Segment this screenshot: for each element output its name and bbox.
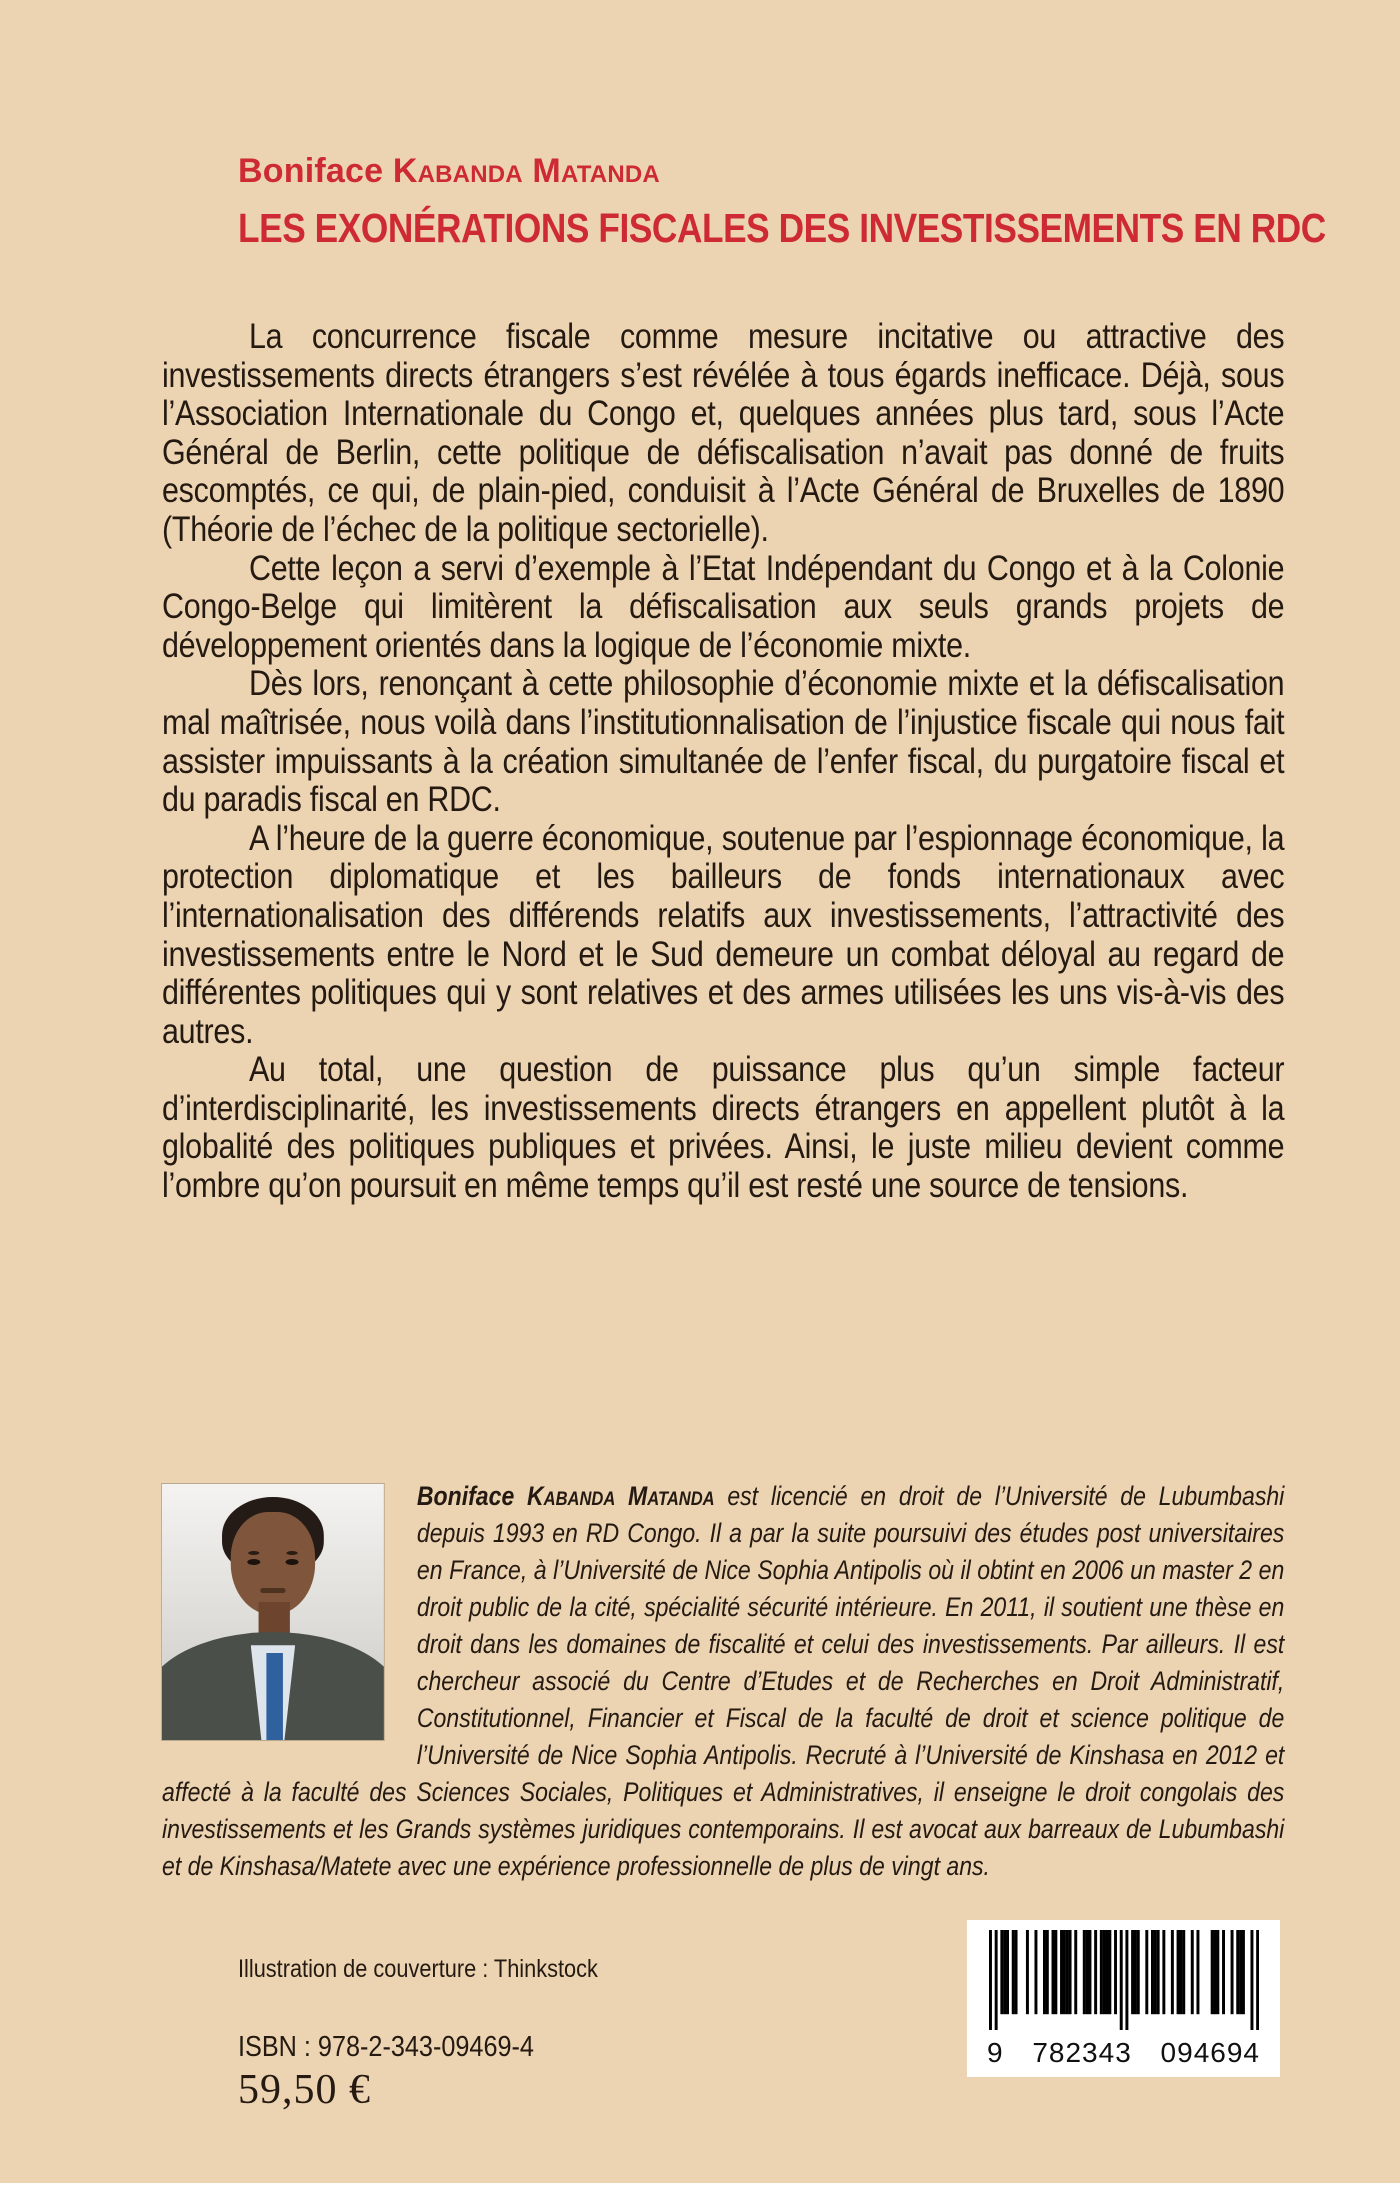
synopsis-paragraph: Au total, une question de puissance plus qu’un simple facteur d’interdisciplinarité, les investissements directs étrangers en appellent plutôt à la globalité des politiques publiques et privées. Ainsi, le juste milieu devient comme l’ombre qu’on poursuit en même temps qu’il est resté une source de tensions. xyxy=(162,1050,1285,1206)
author-last-name: Kabanda Matanda xyxy=(392,152,660,190)
barcode-digit-group: 094694 xyxy=(1160,2037,1260,2068)
bio-author-name: Boniface Kabanda Matanda xyxy=(416,1481,715,1511)
barcode-digit-group: 9 xyxy=(987,2037,1004,2068)
portrait-eye xyxy=(248,1559,261,1565)
price-label: 59,50 € xyxy=(238,2067,371,2113)
header xyxy=(238,152,1400,252)
synopsis-paragraph: Cette leçon a servi d’exemple à l’Etat Indépendant du Congo et à la Colonie Congo-Belge qui limitèrent la défiscalisation aux seuls grands projets de développement orientés dans la logique de l’économie mixte. xyxy=(162,548,1285,665)
barcode-bars xyxy=(989,1930,1259,2030)
synopsis-paragraph: Dès lors, renonçant à cette philosophie d’économie mixte et la défiscalisation mal maîtrisée, nous voilà dans l’institutionnalisation de l’injustice fiscale qui nous fait assister impuissants à la création simultanée de l’enfer fiscal, du purgatoire fiscal et du paradis fiscal en RDC. xyxy=(162,664,1285,820)
author-photo xyxy=(162,1484,384,1740)
bio-section xyxy=(162,1478,1284,1885)
author-first-name: Boniface xyxy=(238,152,384,190)
isbn-label: ISBN : 978-2-343-09469-4 xyxy=(238,2031,534,2063)
portrait-face xyxy=(231,1512,315,1614)
barcode-digit-group: 782343 xyxy=(1032,2037,1132,2068)
scan-edge xyxy=(0,2183,1400,2199)
book-title: LES EXONÉRATIONS FISCALES DES INVESTISSEMENTS EN RDC xyxy=(238,205,1326,251)
barcode-digits xyxy=(977,2037,1270,2069)
portrait-eye xyxy=(285,1559,298,1565)
portrait-mouth xyxy=(260,1588,285,1593)
author-name xyxy=(238,152,1400,191)
portrait-tie xyxy=(266,1653,283,1740)
barcode xyxy=(967,1920,1280,2077)
synopsis-paragraph: A l’heure de la guerre économique, soutenue par l’espionnage économique, la protection diplomatique et les bailleurs de fonds internationaux avec l’internationalisation des différends relatifs aux investissements, l’attractivité des investissements entre le Nord et le Sud demeure un combat déloyal au regard de différentes politiques qui y sont relatives et des armes utilisées les uns vis-à-vis des autres. xyxy=(162,818,1285,1051)
synopsis xyxy=(162,318,1284,1206)
synopsis-paragraph: La concurrence fiscale comme mesure incitative ou attractive des investissements directs étrangers s’est révélée à tous égards inefficace. Déjà, sous l’Association Internationale du Congo et, quelques années plus tard, sous l’Acte Général de Berlin, cette politique de défiscalisation n’avait pas donné de fruits escomptés, ce qui, de plain-pied, conduisit à l’Acte Général de Bruxelles de 1890 (Théorie de l’échec de la politique sectorielle). xyxy=(162,317,1285,549)
cover-illustration-credit: Illustration de couverture : Thinkstock xyxy=(238,1955,598,1983)
bio-body: est licencié en droit de l’Université de Lubumbashi depuis 1993 en RD Congo. Il a par la suite poursuivi des études post universitaires en France, à l’Université de Nice Sophia Antipolis où il obtint en 2006 un master 2 en droit public de la cité, spécialité sécurité intérieure. En 2011, il soutient une thèse en droit dans les domaines de fiscalité et celui des investissements. Par ailleurs. Il est chercheur associé du Centre d’Etudes et de Recherches en Droit Administratif, Constitutionnel, Financier et Fiscal de la faculté de droit et science politique de l’Université de Nice Sophia Antipolis. Recruté à l’Université de Kinshasa en 2012 et affecté à la faculté des Sciences Sociales, Politiques et Administratives, il enseigne le droit congolais des investissements et les Grands systèmes juridiques contemporains. Il est avocat aux barreaux de Lubumbashi et de Kinshasa/Matete avec une expérience professionnelle de plus de vingt ans. xyxy=(162,1481,1285,1881)
